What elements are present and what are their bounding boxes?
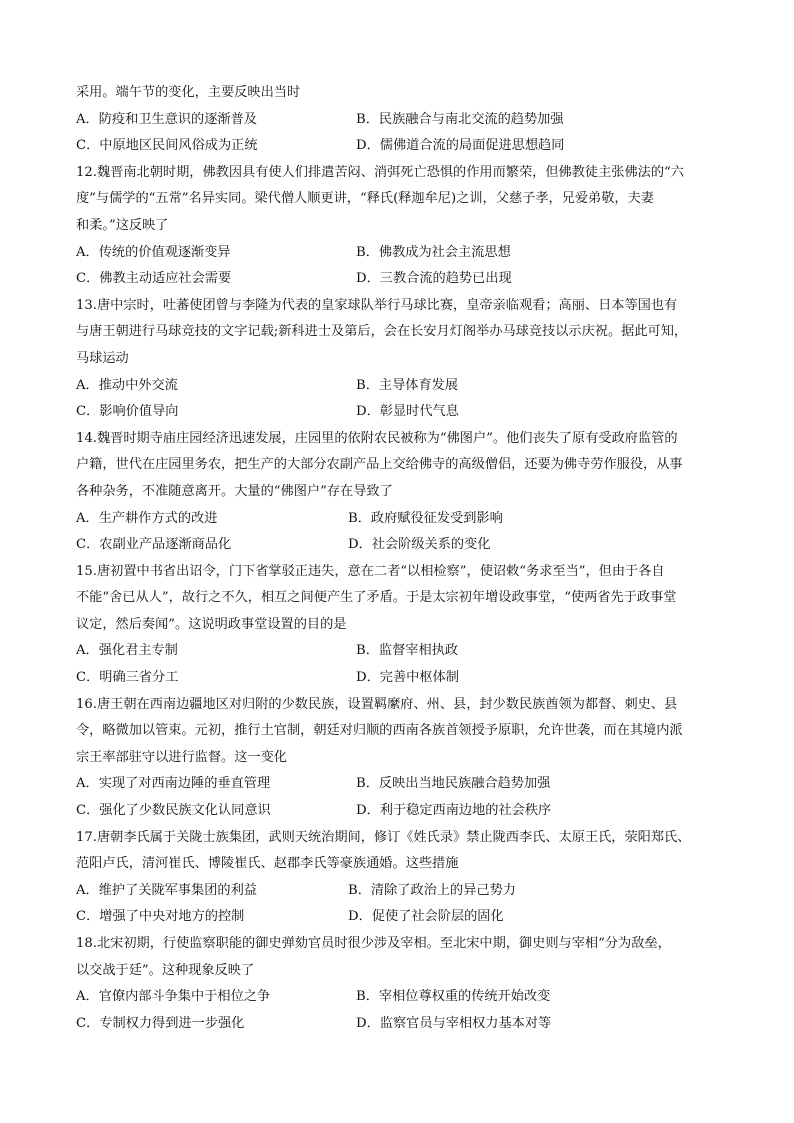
question-12-line-2: 度”与儒学的“五常”名异实同。梁代僧人顺更讲，“释氏(释迦牟尼)之训，父慈子孝，兄爱弟敬，夫妻: [76, 191, 654, 207]
question-12-line-1: 12.魏晋南北朝时期，佛教因具有使人们排遣苦闷、消弭死亡恐惧的作用而繁荣，但佛教徒主张佛法的“六: [76, 164, 684, 180]
question-16-line-3: 宗王率部驻守以进行监督。这一变化: [76, 749, 287, 765]
question-17-option-b: B．清除了政治上的异己势力: [348, 882, 516, 898]
question-15-options-row-1: [76, 638, 726, 665]
question-14-line-2: 户籍，世代在庄园里务农，把生产的大部分农副产品上交给佛寺的高级僧侣，还要为佛寺劳作服役，从事: [76, 457, 683, 473]
question-14-options-row-1: [76, 506, 726, 533]
question-13-option-d: D．彰显时代气息: [356, 404, 459, 420]
question-14-line-1: 14.魏晋时期寺庙庄园经济迅速发展，庄园里的依附农民被称为“佛图户”。他们丧失了原有受政府监管的: [76, 430, 678, 446]
question-13-line-1: 13.唐中宗时，吐蕃使团曾与李隆为代表的皇家球队举行马球比赛，皇帝亲临观看；高丽、日本等国也有: [76, 297, 678, 313]
question-14-line-3: 各种杂务，不准随意离开。大量的“佛图户”存在导致了: [76, 483, 393, 499]
question-15-option-d: D．完善中枢体制: [356, 670, 459, 686]
question-17-option-d: D．促使了社会阶层的固化: [348, 909, 504, 925]
question-13-line-2: 与唐王朝进行马球竞技的文字记载;新科进士及第后，会在长安月灯阁举办马球竞技以示庆祝。据此可知，: [76, 324, 688, 340]
question-11-options-row-2: [76, 133, 726, 160]
question-18-options-row-2: [76, 1011, 726, 1038]
question-17-options-row-1: [76, 878, 726, 905]
question-14-option-b: B．政府赋役征发受到影响: [348, 510, 503, 526]
question-16-line-2: 令，略微加以管束。元初，推行土官制，朝廷对归顺的西南各族首领授予原职，允许世袭，而在其境内派: [76, 723, 683, 739]
question-14-options-row-2: [76, 532, 726, 559]
question-16-options-row-1: [76, 771, 726, 798]
question-16-option-a: A．实现了对西南边陲的垂直管理: [76, 776, 271, 792]
question-11-option-c: C．中原地区民间风俗成为正统: [76, 138, 258, 154]
question-17-line-2: 范阳卢氏，清河崔氏、博陵崔氏、赵郡李氏等豪族通婚。这些措施: [76, 856, 459, 872]
question-15-line-3: 议定，然后奏闻”。这说明政事堂设置的目的是: [76, 616, 347, 632]
question-12-line-3: 和柔。”这反映了: [76, 217, 169, 233]
question-18-option-b: B．宰相位尊权重的传统开始改变: [356, 989, 551, 1005]
question-14-option-d: D．社会阶级关系的变化: [348, 537, 491, 553]
question-12-option-b: B．佛教成为社会主流思想: [356, 244, 511, 260]
question-15-option-a: A．强化君主专制: [76, 643, 178, 659]
question-11-options-row-1: [76, 107, 726, 134]
question-15-options-row-2: [76, 665, 726, 692]
question-15-line-2: 不能“舍已从人”，故行之不久，相互之间便产生了矛盾。于是太宗初年增设政事堂，“使两省先于政事堂: [76, 590, 677, 606]
question-12-option-c: C．佛教主动适应社会需要: [76, 271, 232, 287]
question-14-option-a: A．生产耕作方式的改进: [76, 510, 218, 526]
exam-page: [76, 80, 726, 1037]
question-13-option-b: B．主导体育发展: [356, 377, 459, 393]
question-13-option-c: C．影响价值导向: [76, 404, 179, 420]
question-12-options-row-1: [76, 240, 726, 267]
question-13-option-a: A．推动中外交流: [76, 377, 178, 393]
question-12-option-a: A．传统的价值观逐渐变异: [76, 244, 231, 260]
question-15-option-b: B．监督宰相执政: [356, 643, 459, 659]
question-18-option-a: A．官僚内部斗争集中于相位之争: [76, 989, 271, 1005]
question-12-options-row-2: [76, 266, 726, 293]
question-17-options-row-2: [76, 904, 726, 931]
question-16-option-b: B．反映出当地民族融合趋势加强: [356, 776, 551, 792]
question-18-options-row-1: [76, 984, 726, 1011]
question-16-option-d: D．利于稳定西南边地的社会秩序: [356, 803, 552, 819]
question-16-line-1: 16.唐王朝在西南边疆地区对归附的少数民族，设置羁縻府、州、县，封少数民族酋领为都督、刺史、县: [76, 696, 678, 712]
question-14-option-c: C．农副业产品逐渐商品化: [76, 537, 232, 553]
question-17-line-1: 17.唐朝李氏属于关陇士族集团，武则天统治期间，修订《姓氏录》禁止陇西李氏、太原王氏，荥阳郑氏、: [76, 829, 691, 845]
question-18-option-c: C．专制权力得到进一步强化: [76, 1015, 245, 1031]
question-11-option-d: D．儒佛道合流的局面促进思想趋同: [356, 138, 565, 154]
question-18-option-d: D．监察官员与宰相权力基本对等: [356, 1015, 552, 1031]
question-18-line-1: 18.北宋初期，行使监察职能的御史弹劾官员时很少涉及宰相。至北宋中期，御史则与宰相“分为敌垒，: [76, 936, 671, 951]
question-13-options-row-2: [76, 399, 726, 426]
question-11-option-b: B．民族融合与南北交流的趋势加强: [356, 111, 564, 127]
question-12-option-d: D．三教合流的趋势已出现: [356, 271, 512, 287]
question-15-line-1: 15.唐初置中书省出诏令，门下省掌驳正违失，意在二者“以相检察”，使诏敕“务求至当”，但由于各自: [76, 563, 665, 579]
question-11-option-a: A．防疫和卫生意识的逐渐普及: [76, 111, 257, 127]
question-13-options-row-1: [76, 373, 726, 400]
question-17-option-a: A．维护了关陇军事集团的利益: [76, 882, 257, 898]
question-15-option-c: C．明确三省分工: [76, 670, 179, 686]
question-16-options-row-2: [76, 798, 726, 825]
question-13-line-3: 马球运动: [76, 350, 129, 366]
question-18-line-2: 以交战于廷”。这种现象反映了: [76, 962, 255, 978]
question-17-option-c: C．增强了中央对地方的控制: [76, 909, 245, 925]
question-11-stem-tail: 采用。端午节的变化，主要反映出当时: [76, 85, 301, 100]
question-16-option-c: C．强化了少数民族文化认同意识: [76, 803, 271, 819]
